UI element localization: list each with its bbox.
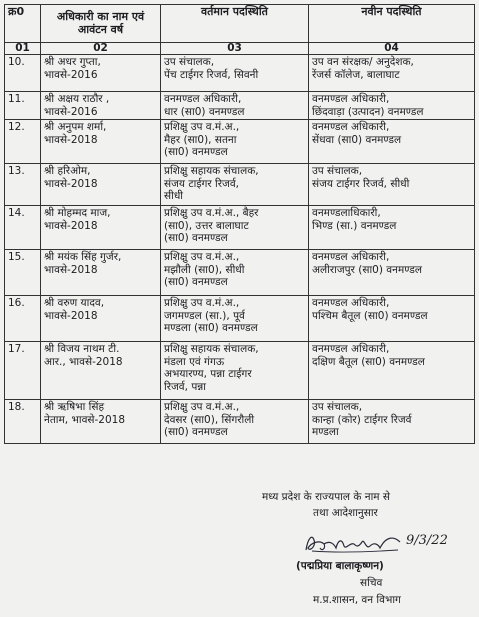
signatory-designation: सचिव bbox=[360, 577, 383, 589]
order-authority-line: मध्य प्रदेश के राज्यपाल के नाम से bbox=[262, 491, 390, 503]
signatory-department: म.प्र.शासन, वन विभाग bbox=[313, 594, 401, 606]
current-posting-cell: वनमण्डल अधिकारी, धार (सा0) वनमण्डल bbox=[161, 92, 309, 120]
header-serial: क्र0 bbox=[5, 5, 41, 43]
table-row bbox=[5, 206, 475, 250]
table-body bbox=[5, 55, 475, 444]
header-new-posting: नवीन पदस्थिति bbox=[309, 5, 475, 43]
serial-number-cell: 11. bbox=[5, 92, 41, 120]
handwritten-signature bbox=[298, 530, 468, 556]
serial-number-cell: 16. bbox=[5, 296, 41, 342]
order-authority-line: तथा आदेशानुसार bbox=[313, 507, 378, 519]
column-number: 02 bbox=[41, 43, 161, 55]
current-posting-cell: प्रशिक्षु सहायक संचालक, संजय टाईगर रिजर्व, सीधी bbox=[161, 164, 309, 206]
current-posting-cell: प्रशिक्षु उप व.मं.अ., जगमण्डल (सा.), पूर्व मण्डला (सा0) वनमण्डल bbox=[161, 296, 309, 342]
serial-number-cell: 10. bbox=[5, 55, 41, 92]
officer-name-cell: श्री अनुपम शर्मा, भावसे-2018 bbox=[41, 120, 161, 164]
header-current-posting: वर्तमान पदस्थिति bbox=[161, 5, 309, 43]
current-posting-cell: प्रशिक्षु सहायक संचालक, मंडला एवं गंगऊ अभयारण्य, पन्ना टाईगर रिजर्व, पन्ना bbox=[161, 342, 309, 400]
table-row bbox=[5, 342, 475, 400]
current-posting-cell: प्रशिक्षु उप व.मं.अ., मैहर (सा0), सतना (सा0) वनमण्डल bbox=[161, 120, 309, 164]
table-header-row bbox=[5, 5, 475, 43]
current-posting-cell: प्रशिक्षु उप व.मं.अ., बैहर (सा0), उत्तर बालाघाट (सा0) वनमण्डल bbox=[161, 206, 309, 250]
serial-number-cell: 13. bbox=[5, 164, 41, 206]
new-posting-cell: उप वन संरक्षक/ अनुदेशक, रेंजर्स कॉलेज, बालाघाट bbox=[309, 55, 475, 92]
table-row bbox=[5, 55, 475, 92]
officer-name-cell: श्री मोहम्मद माज, भावसे-2018 bbox=[41, 206, 161, 250]
officer-name-cell: श्री वरुण यादव, भावसे-2018 bbox=[41, 296, 161, 342]
officer-name-cell: श्री विजय नाथम टी. आर., भावसे-2018 bbox=[41, 342, 161, 400]
serial-number-cell: 15. bbox=[5, 250, 41, 296]
new-posting-cell: वनमण्डलाधिकारी, भिण्ड (सा.) वनमण्डल bbox=[309, 206, 475, 250]
current-posting-cell: प्रशिक्षु उप व.मं.अ., मझौली (सा0), सीधी (सा0) वनमण्डल bbox=[161, 250, 309, 296]
new-posting-cell: उप संचालक, संजय टाईगर रिजर्व, सीधी bbox=[309, 164, 475, 206]
officer-name-cell: श्री ऋषिभा सिंह नेताम, भावसे-2018 bbox=[41, 400, 161, 444]
officer-name-cell: श्री हरिओम, भावसे-2018 bbox=[41, 164, 161, 206]
signatory-name: (पद्मप्रिया बालाकृष्णन) bbox=[296, 560, 384, 572]
table-row bbox=[5, 296, 475, 342]
transfer-order-table bbox=[4, 4, 475, 444]
officer-name-cell: श्री अक्षय राठौर , भावसे-2016 bbox=[41, 92, 161, 120]
officer-name-cell: श्री अधर गुप्ता, भावसे-2016 bbox=[41, 55, 161, 92]
new-posting-cell: वनमण्डल अधिकारी, सेंधवा (सा0) वनमण्डल bbox=[309, 120, 475, 164]
serial-number-cell: 17. bbox=[5, 342, 41, 400]
new-posting-cell: वनमण्डल अधिकारी, दक्षिण बैतूल (सा0) वनमण्डल bbox=[309, 342, 475, 400]
column-number-row bbox=[5, 43, 475, 55]
current-posting-cell: उप संचालक, पेंच टाईगर रिजर्व, सिवनी bbox=[161, 55, 309, 92]
officer-name-cell: श्री मयंक सिंह गुर्जर, भावसे-2018 bbox=[41, 250, 161, 296]
table-row bbox=[5, 92, 475, 120]
signature-date: 9/3/22 bbox=[406, 533, 448, 548]
serial-number-cell: 18. bbox=[5, 400, 41, 444]
column-number: 03 bbox=[161, 43, 309, 55]
header-officer-name: अधिकारी का नाम एवं आवंटन वर्ष bbox=[41, 5, 161, 43]
serial-number-cell: 12. bbox=[5, 120, 41, 164]
column-number: 01 bbox=[5, 43, 41, 55]
new-posting-cell: वनमण्डल अधिकारी, छिंदवाड़ा (उत्पादन) वनमण्डल bbox=[309, 92, 475, 120]
new-posting-cell: वनमण्डल अधिकारी, पश्चिम बैतूल (सा0) वनमण्डल bbox=[309, 296, 475, 342]
table-row bbox=[5, 120, 475, 164]
table-row bbox=[5, 250, 475, 296]
column-number: 04 bbox=[309, 43, 475, 55]
table-row bbox=[5, 164, 475, 206]
serial-number-cell: 14. bbox=[5, 206, 41, 250]
new-posting-cell: वनमण्डल अधिकारी, अलीराजपुर (सा0) वनमण्डल bbox=[309, 250, 475, 296]
table-row bbox=[5, 400, 475, 444]
new-posting-cell: उप संचालक, कान्हा (कोर) टाईगर रिजर्व मण्डला bbox=[309, 400, 475, 444]
current-posting-cell: प्रशिक्षु उप व.मं.अ., देवसर (सा0), सिंगरौली (सा0) वनमण्डल bbox=[161, 400, 309, 444]
